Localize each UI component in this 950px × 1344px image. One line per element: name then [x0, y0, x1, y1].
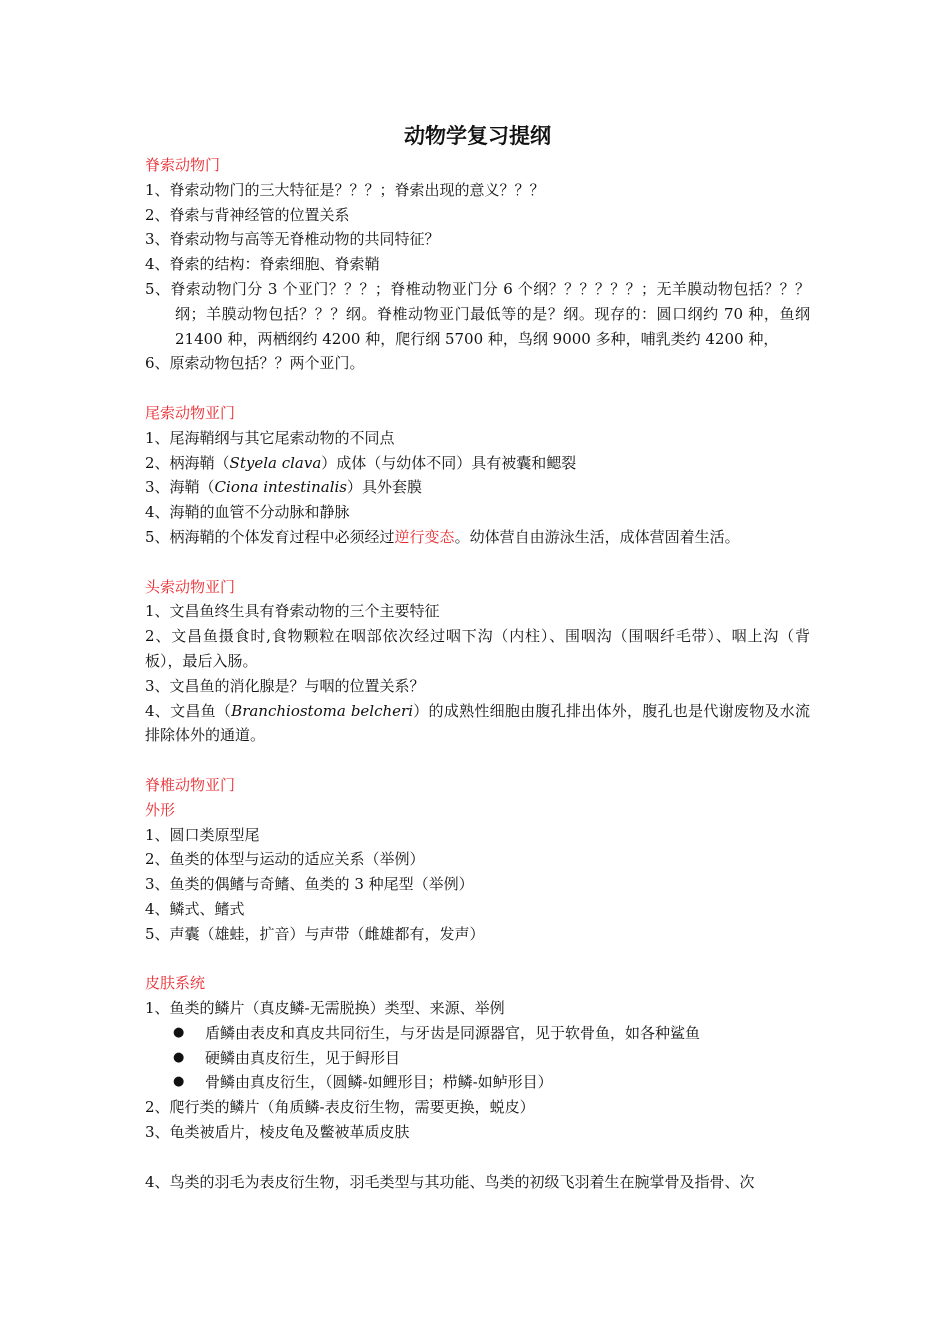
list-item: 4、脊索的结构：脊索细胞、脊索鞘	[145, 255, 380, 274]
list-item: 5、脊索动物门分 3 个亚门？？？；脊椎动物亚门分 6 个纲？？？？？？；无羊膜动物包括？？？纲；羊膜动物包括？？？纲。脊椎动物亚门最低等的是？纲。现存的：圆口纲约 70 种，鱼纲 21400 种，两栖纲约 4200 种，爬行纲 5700 种，鸟纲 9000 多种，哺乳类约 4200 种，	[145, 279, 810, 348]
bullet-item	[145, 1021, 810, 1046]
list-item: 2、爬行类的鳞片（角质鳞-表皮衍生物，需要更换，蜕皮）	[145, 1098, 535, 1117]
list-item: 2、文昌鱼摄食时,食物颗粒在咽部依次经过咽下沟（内柱）、围咽沟（围咽纤毛带）、咽上沟（背板），最后入肠。	[145, 627, 810, 670]
bullet-text: 骨鳞由真皮衍生，（圆鳞-如鲤形目；栉鳞-如鲈形目）	[205, 1073, 553, 1092]
section-heading-urochordata: 尾索动物亚门	[145, 403, 236, 422]
spacer	[145, 550, 810, 575]
highlight-term: 逆行变态	[394, 527, 455, 546]
scientific-name: Ciona intestinalis	[214, 478, 348, 497]
document-body	[145, 120, 810, 1194]
list-item: 3、文昌鱼的消化腺是？与咽的位置关系？	[145, 676, 425, 695]
list-item: 4、鸟类的羽毛为表皮衍生物，羽毛类型与其功能、鸟类的初级飞羽着生在腕掌骨及指骨、次	[145, 1172, 755, 1191]
text-run: ）具外套膜	[347, 478, 423, 497]
text-run: 3、海鞘（	[145, 478, 215, 497]
list-item: 1、文昌鱼终生具有脊索动物的三个主要特征	[145, 602, 440, 621]
section-heading-vertebrata: 脊椎动物亚门	[145, 775, 236, 794]
list-item: 6、原索动物包括？？两个亚门。	[145, 354, 365, 373]
list-item: 3、龟类被盾片，棱皮龟及鳖被革质皮肤	[145, 1123, 410, 1142]
list-item: 3、脊索动物与高等无脊椎动物的共同特征？	[145, 230, 440, 249]
list-item: 5、声囊（雄蛙，扩音）与声带（雌雄都有，发声）	[145, 924, 485, 943]
list-item: 2、鱼类的体型与运动的适应关系（举例）	[145, 850, 425, 869]
list-item: 4、海鞘的血管不分动脉和静脉	[145, 503, 350, 522]
bullet-item	[145, 1046, 810, 1071]
spacer	[145, 1145, 810, 1170]
bullet-icon: ●	[173, 1049, 185, 1065]
list-item: 3、鱼类的偶鳍与奇鳍、鱼类的 3 种尾型（举例）	[145, 875, 474, 894]
list-item: 2、脊索与背神经管的位置关系	[145, 205, 350, 224]
bullet-text: 盾鳞由表皮和真皮共同衍生，与牙齿是同源器官，见于软骨鱼，如各种鲨鱼	[205, 1023, 701, 1042]
list-item: 1、鱼类的鳞片（真皮鳞-无需脱换）类型、来源、举例	[145, 999, 505, 1018]
section-heading-chordata: 脊索动物门	[145, 156, 221, 174]
section-heading-integumentary: 皮肤系统	[145, 974, 206, 993]
text-run: 5、柄海鞘的个体发育过程中必须经过	[145, 527, 395, 546]
list-item: 1、脊索动物门的三大特征是？？？；脊索出现的意义？？？	[145, 180, 545, 199]
spacer	[145, 376, 810, 401]
list-item	[145, 451, 810, 476]
section-heading-cephalochordata: 头索动物亚门	[145, 577, 236, 596]
spacer	[145, 748, 810, 773]
text-run: 2、柄海鞘（	[145, 453, 230, 472]
bullet-item	[145, 1070, 810, 1095]
text-run: ）的成熟性细胞由腹孔排出体外，腹孔也是代谢废物及水流排除体外的通道。	[145, 701, 811, 745]
text-run: 。幼体营自由游泳生活，成体营固着生活。	[454, 527, 740, 546]
list-item	[145, 699, 810, 749]
text-run: ）成体（与幼体不同）具有被囊和鳃裂	[321, 453, 577, 472]
document-title: 动物学复习提纲	[404, 123, 551, 148]
list-item: 4、鳞式、鳍式	[145, 899, 245, 918]
list-item: 1、圆口类原型尾	[145, 825, 260, 844]
text-run: 4、文昌鱼（	[145, 701, 232, 720]
bullet-text: 硬鳞由真皮衍生，见于鲟形目	[205, 1048, 401, 1067]
bullet-icon: ●	[173, 1024, 185, 1040]
scientific-name: Branchiostoma belcheri	[231, 701, 414, 720]
scientific-name: Styela clava	[229, 453, 322, 472]
spacer	[145, 947, 810, 972]
bullet-icon: ●	[173, 1074, 185, 1090]
list-item: 1、尾海鞘纲与其它尾索动物的不同点	[145, 428, 395, 447]
list-item	[145, 475, 810, 500]
subsection-heading-external-form: 外形	[145, 800, 176, 819]
list-item	[145, 525, 810, 550]
